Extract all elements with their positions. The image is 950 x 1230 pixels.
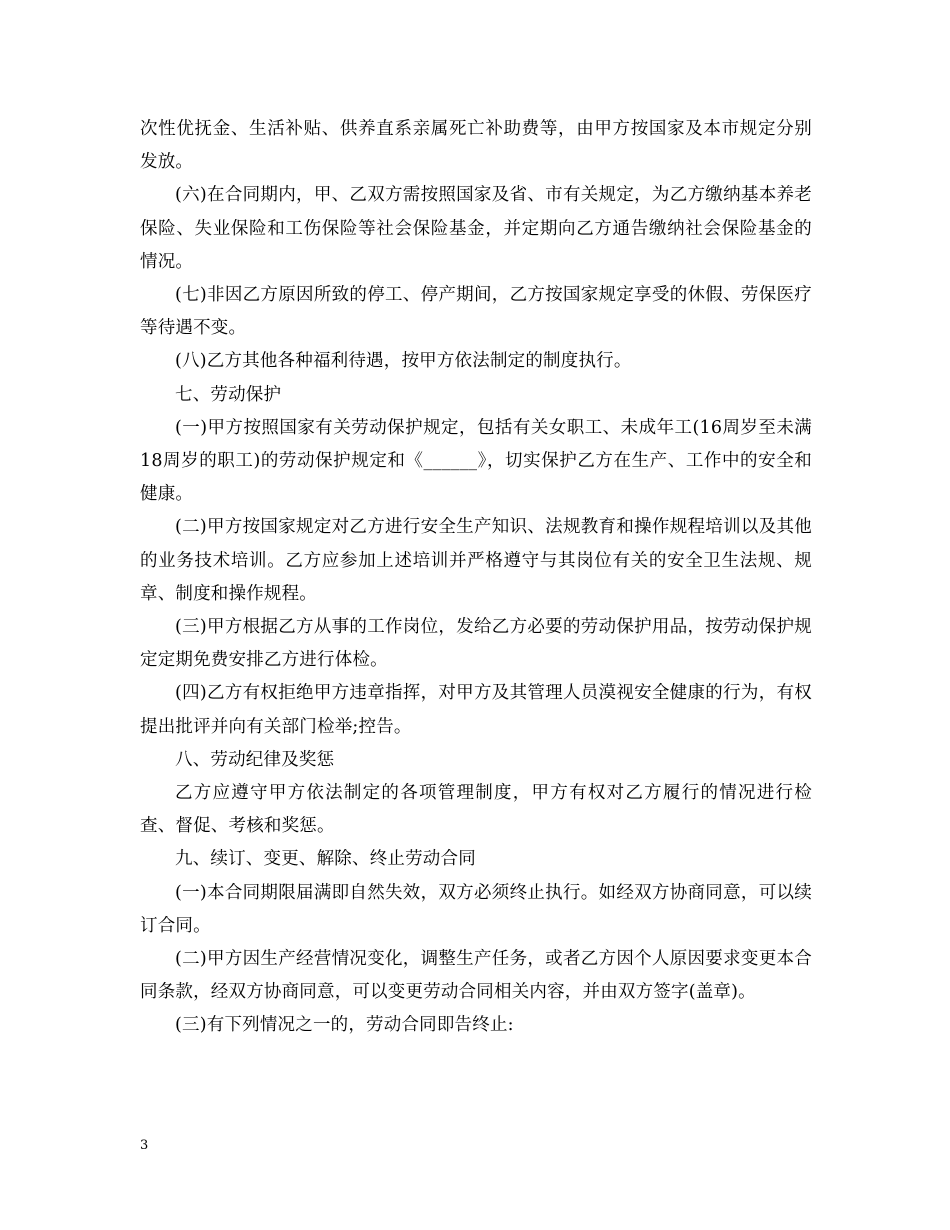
paragraph-14: (二)甲方因生产经营情况变化，调整生产任务，或者乙方因个人原因要求变更本合同条款，经双方协商同意，可以变更劳动合同相关内容，并由双方签字(盖章)。 <box>140 949 812 1003</box>
paragraph-13: (一)本合同期限届满即自然失效，双方必须终止执行。如经双方协商同意，可以续订合同。 <box>140 882 812 936</box>
paragraph-15: (三)有下列情况之一的，劳动合同即告终止: <box>175 1015 514 1036</box>
document-body <box>140 113 812 1043</box>
page-number: 3 <box>140 1138 149 1153</box>
paragraph-4: (八)乙方其他各种福利待遇，按甲方依法制定的制度执行。 <box>175 351 632 372</box>
paragraph-9: (四)乙方有权拒绝甲方违章指挥，对甲方及其管理人员漠视安全健康的行为，有权提出批评并向有关部门检举;控告。 <box>140 683 812 737</box>
paragraph-6: (一)甲方按照国家有关劳动保护规定，包括有关女职工、未成年工(16周岁至未满18周岁的职工)的劳动保护规定和《______》，切实保护乙方在生产、工作中的安全和健康。 <box>140 417 812 505</box>
paragraph-3: (七)非因乙方原因所致的停工、停产期间，乙方按国家规定享受的休假、劳保医疗等待遇不变。 <box>140 285 812 339</box>
paragraph-11: 乙方应遵守甲方依法制定的各项管理制度，甲方有权对乙方履行的情况进行检查、督促、考核和奖惩。 <box>140 783 812 837</box>
section-heading-7: 七、劳动保护 <box>175 384 282 405</box>
paragraph-7: (二)甲方按国家规定对乙方进行安全生产知识、法规教育和操作规程培训以及其他的业务技术培训。乙方应参加上述培训并严格遵守与其岗位有关的安全卫生法规、规章、制度和操作规程。 <box>140 517 812 604</box>
paragraph-2: (六)在合同期内，甲、乙双方需按照国家及省、市有关规定，为乙方缴纳基本养老保险、失业保险和工伤保险等社会保险基金，并定期向乙方通告缴纳社会保险基金的情况。 <box>140 185 812 272</box>
paragraph-1: 次性优抚金、生活补贴、供养直系亲属死亡补助费等，由甲方按国家及本市规定分别发放。 <box>140 119 812 173</box>
section-heading-8: 八、劳动纪律及奖惩 <box>175 749 335 770</box>
section-heading-9: 九、续订、变更、解除、终止劳动合同 <box>175 849 476 870</box>
paragraph-8: (三)甲方根据乙方从事的工作岗位，发给乙方必要的劳动保护用品，按劳动保护规定定期免费安排乙方进行体检。 <box>140 617 812 671</box>
